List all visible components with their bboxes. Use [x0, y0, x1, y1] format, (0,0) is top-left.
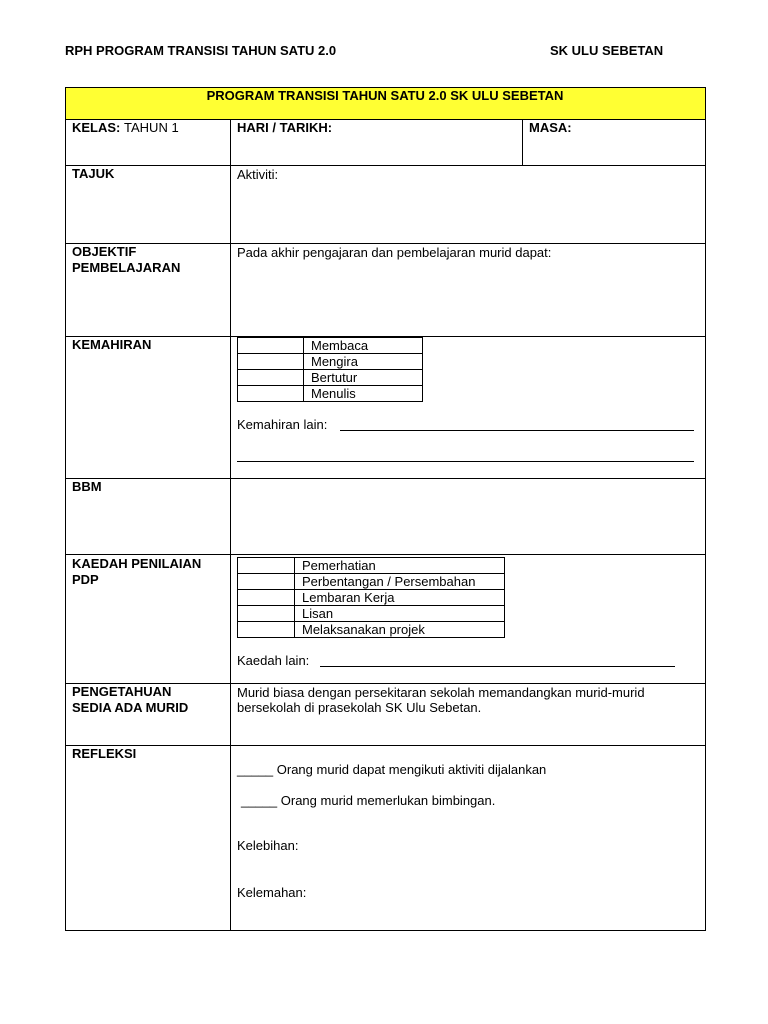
pengetahuan-text: Murid biasa dengan persekitaran sekolah memandangkan murid-murid bersekolah di prasekolah SK Ulu Sebetan. [237, 685, 645, 715]
table-banner-title: PROGRAM TRANSISI TAHUN SATU 2.0 SK ULU SEBETAN [206, 88, 564, 103]
kemahiran-checkbox-mengira[interactable] [238, 354, 304, 370]
kemahiran-label: KEMAHIRAN [72, 337, 152, 352]
list-item [238, 354, 423, 370]
document-title: RPH PROGRAM TRANSISI TAHUN SATU 2.0 [65, 43, 337, 58]
list-item [238, 386, 423, 402]
list-item [238, 370, 423, 386]
tajuk-label: TAJUK [72, 166, 115, 181]
kemahiran-checkbox-bertutur[interactable] [238, 370, 304, 386]
kaedah-lain-line[interactable] [320, 666, 675, 667]
list-item [238, 606, 505, 622]
school-name: SK ULU SEBETAN [550, 43, 664, 58]
kaedah-item-label: Pemerhatian [295, 558, 505, 574]
kaedah-item-label: Lembaran Kerja [295, 590, 505, 606]
kelas-cell [72, 120, 179, 136]
objektif-text: Pada akhir pengajaran dan pembelajaran murid dapat: [237, 245, 552, 260]
refleksi-line-1: _____ Orang murid dapat mengikuti aktiviti dijalankan [237, 762, 547, 777]
kaedah-checkbox-perbentangan[interactable] [238, 574, 295, 590]
kaedah-checkbox-projek[interactable] [238, 622, 295, 638]
kemahiran-lain-line[interactable] [340, 430, 694, 431]
masa-label: MASA: [529, 120, 572, 135]
kemahiran-item-label: Mengira [304, 354, 423, 370]
kaedah-checkbox-lembaran-kerja[interactable] [238, 590, 295, 606]
kemahiran-lain-line-2[interactable] [237, 461, 694, 462]
kemahiran-checkbox-membaca[interactable] [238, 338, 304, 354]
kaedah-checkbox-pemerhatian[interactable] [238, 558, 295, 574]
kemahiran-item-label: Menulis [304, 386, 423, 402]
kelemahan-label: Kelemahan: [237, 885, 307, 900]
kaedah-checkbox-lisan[interactable] [238, 606, 295, 622]
kelas-label: KELAS: [72, 120, 121, 135]
kaedah-lain-label: Kaedah lain: [237, 653, 310, 668]
list-item [238, 338, 423, 354]
kelas-value: TAHUN 1 [124, 120, 179, 135]
kaedah-label: KAEDAH PENILAIAN PDP [72, 556, 202, 587]
hari-tarikh-label: HARI / TARIKH: [237, 120, 333, 135]
kemahiran-item-label: Membaca [304, 338, 423, 354]
refleksi-line-2: _____ Orang murid memerlukan bimbingan. [241, 793, 496, 808]
kemahiran-checkbox-menulis[interactable] [238, 386, 304, 402]
refleksi-label: REFLEKSI [72, 746, 137, 761]
kaedah-item-label: Melaksanakan projek [295, 622, 505, 638]
aktiviti-label: Aktiviti: [237, 167, 279, 182]
list-item [238, 622, 505, 638]
kelebihan-label: Kelebihan: [237, 838, 299, 853]
kemahiran-lain-label: Kemahiran lain: [237, 417, 328, 432]
objektif-label: OBJEKTIF PEMBELAJARAN [72, 244, 181, 275]
kaedah-item-label: Lisan [295, 606, 505, 622]
list-item [238, 590, 505, 606]
list-item [238, 574, 505, 590]
kaedah-item-label: Perbentangan / Persembahan [295, 574, 505, 590]
kaedah-checklist [237, 557, 505, 638]
kemahiran-item-label: Bertutur [304, 370, 423, 386]
list-item [238, 558, 505, 574]
pengetahuan-label: PENGETAHUAN SEDIA ADA MURID [72, 684, 189, 715]
bbm-label: BBM [72, 479, 102, 494]
kemahiran-checklist [237, 337, 423, 402]
